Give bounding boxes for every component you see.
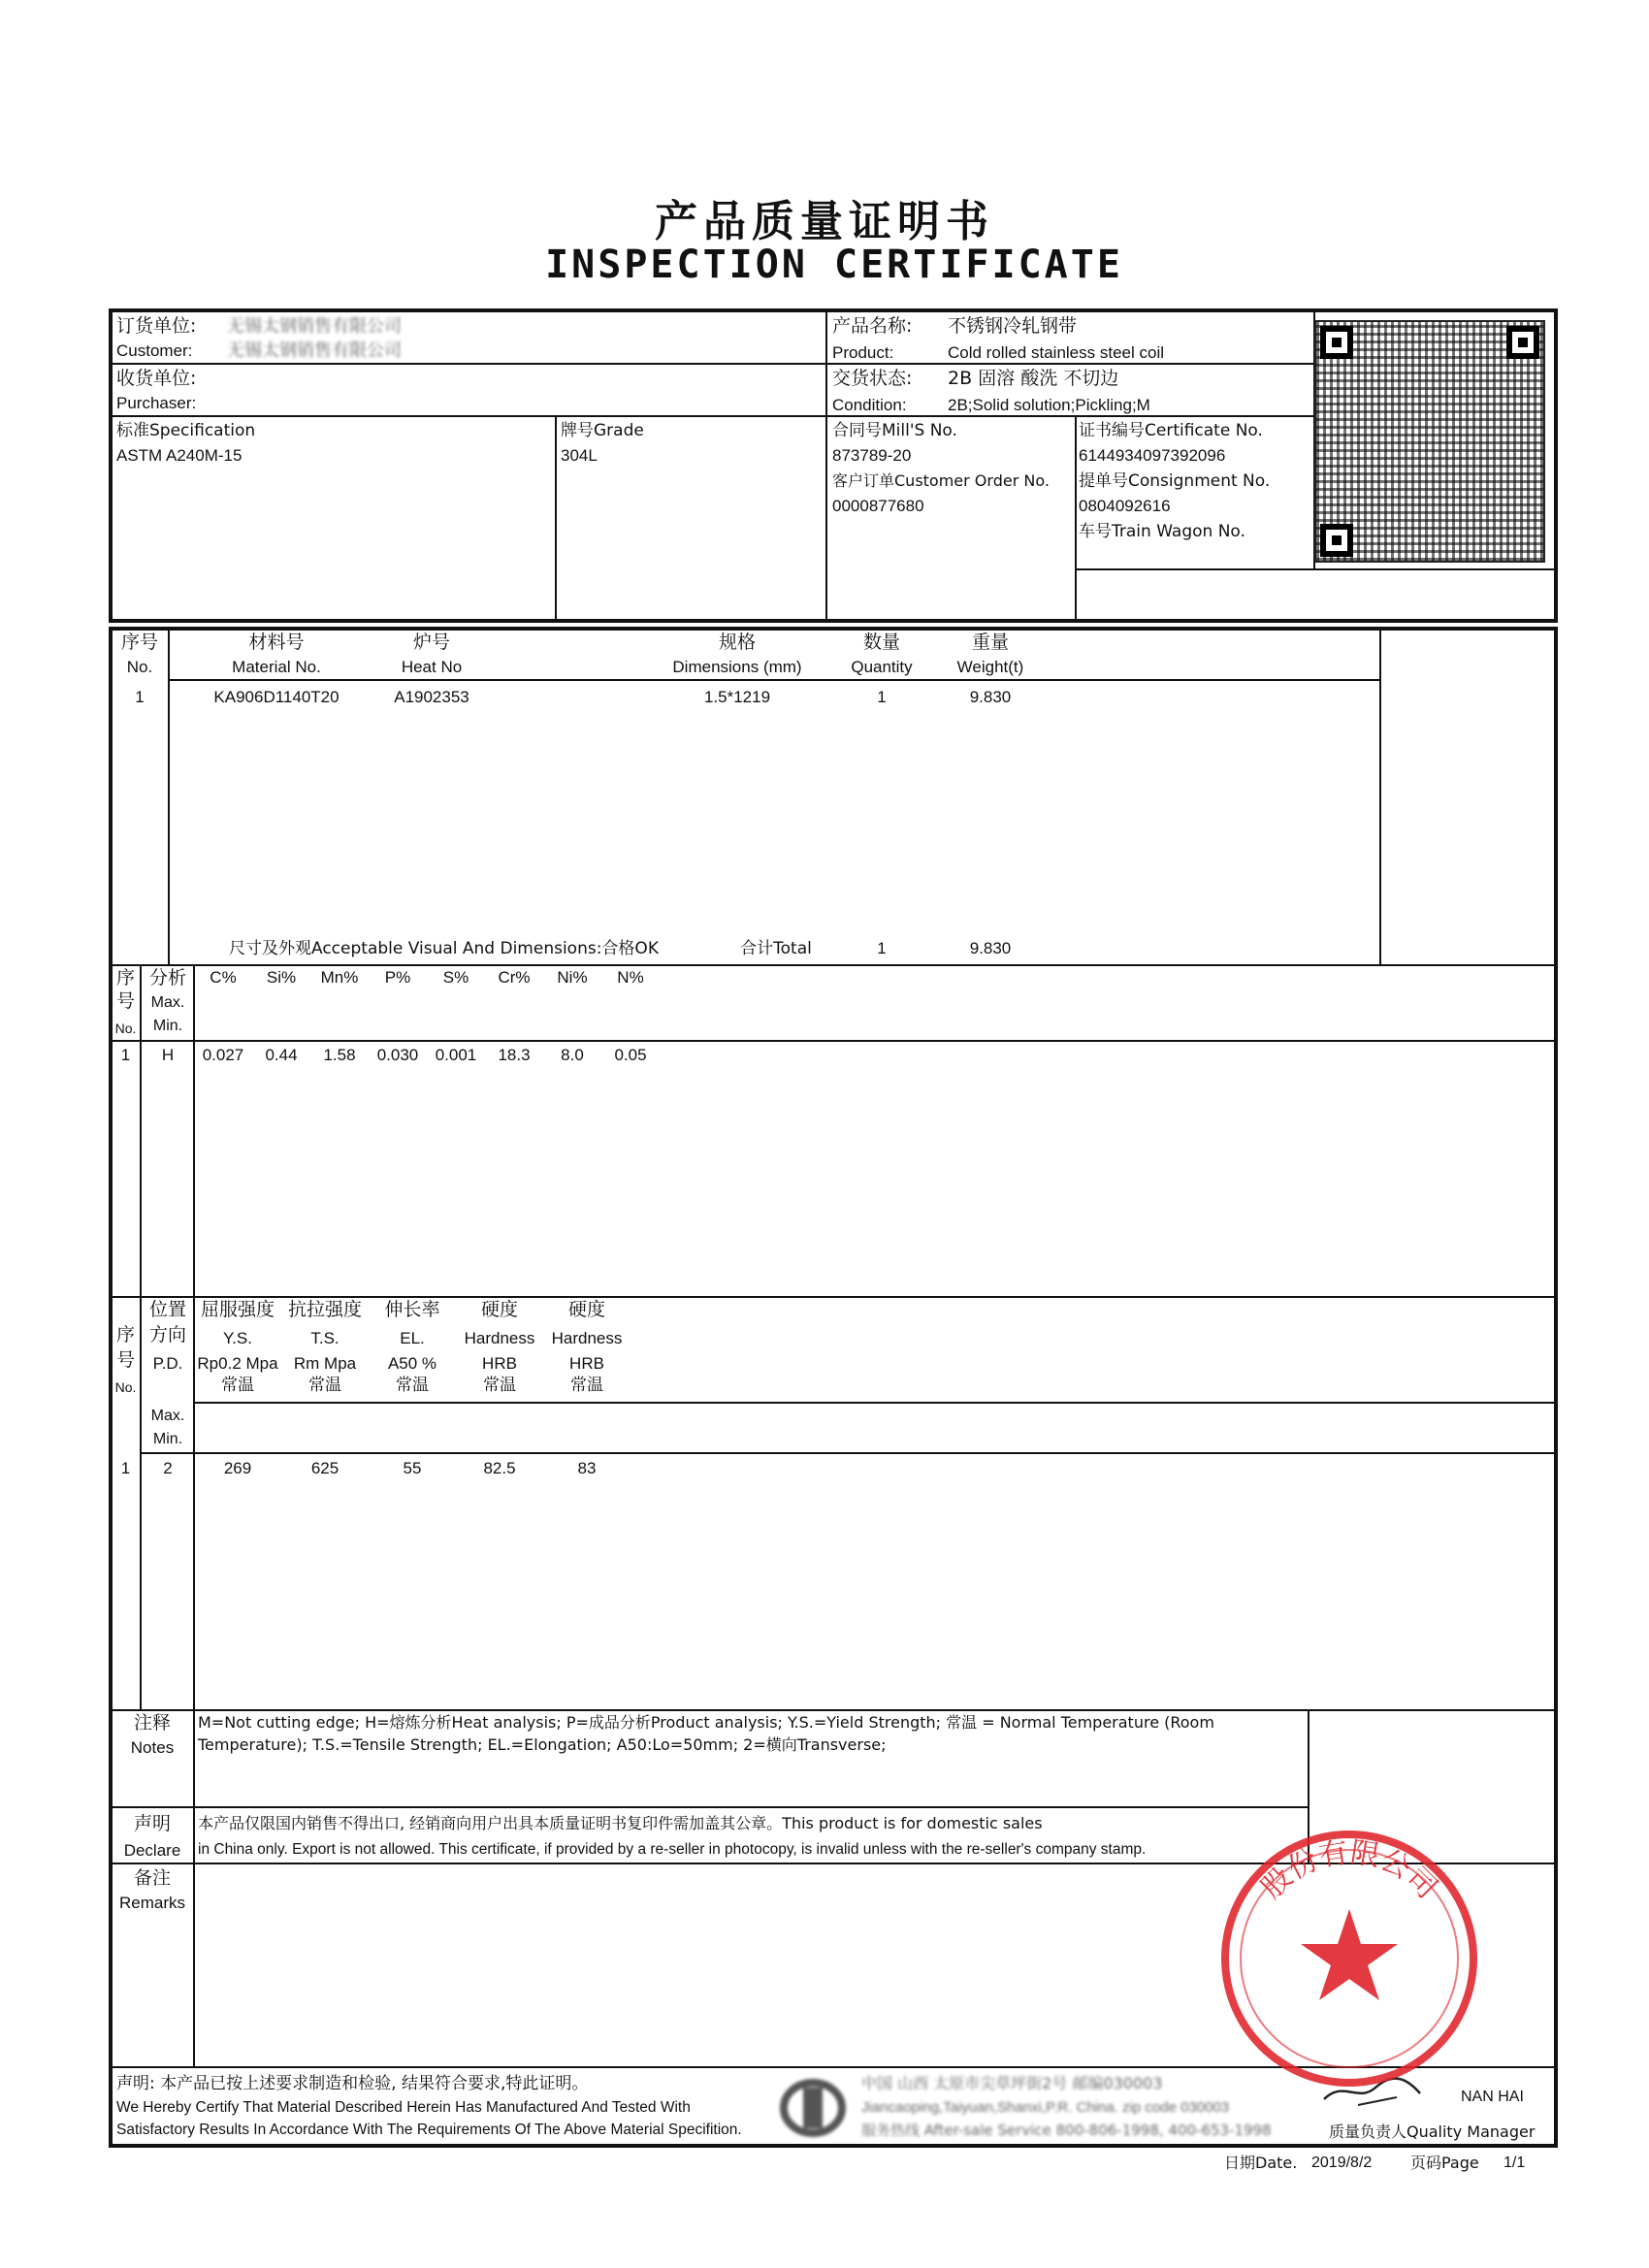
mech-header-ts-unit: Rm Mpa [293,1354,357,1373]
mech-header-ts-cn: 抗拉强度 [287,1299,362,1320]
items-header-heat-en: Heat No [401,658,463,676]
notes-line-1: M=Not cutting edge; H=熔炼分析Heat analysis; P=成品分析Product analysis; Y.S.=Yield Strength; 常温 = Normal Temperature (Room [198,1713,1214,1732]
remarks-label-en: Remarks [118,1894,185,1912]
mech-no-2: 号 [115,1349,135,1371]
page-value: 1/1 [1504,2155,1526,2171]
chem-row-type: H [161,1046,175,1064]
title-en: INSPECTION CERTIFICATE [545,243,1123,287]
consignment-label: 提单号Consignment No. [1079,471,1271,491]
item-heat: A1902353 [394,688,469,706]
mech-header-hardness-1-cn: 硬度 [480,1299,518,1320]
items-header-no-cn: 序号 [120,632,158,653]
chem-analysis-max: Max. [150,994,185,1011]
declare-line-2: in China only. Export is not allowed. This certificate, if provided by a re-seller in photocopy, is invalid unless with the re-seller's company stamp. [198,1841,1147,1858]
items-header-material-en: Material No. [232,658,321,676]
customer-order-label: 客户订单Customer Order No. [832,471,1050,490]
items-header-material-cn: 材料号 [248,632,305,653]
chem-no-1: 序 [115,967,135,988]
footer-address-3: 服务热线 After-sale Service 800-806-1998, 400-653-1998 [861,2122,1272,2139]
chem-header-si: Si% [266,968,297,987]
page-label: 页码Page [1410,2154,1479,2172]
chem-value-si: 0.44 [265,1046,298,1064]
chem-analysis-cn: 分析 [148,967,186,988]
items-header-dimensions-en: Dimensions (mm) [672,658,802,676]
mech-header-hardness-1-unit: HRB [482,1354,517,1373]
mech-header-el-cn: 伸长率 [384,1299,440,1320]
mech-min: Min. [152,1431,183,1447]
footer-address-1: 中国 山西 太原市尖草坪街2号 邮编030003 [861,2074,1163,2092]
items-header-weight-en: Weight(t) [956,658,1024,676]
mech-header-el-unit: A50 % [387,1354,437,1373]
consignment-value: 0804092616 [1079,497,1171,515]
chem-value-c: 0.027 [202,1046,244,1064]
certificate-value: 6144934097392096 [1079,446,1226,465]
notes-line-2: Temperature); T.S.=Tensile Strength; EL.=Elongation; A50:Lo=50mm; 2=横向Transverse; [198,1735,887,1754]
company-stamp-icon [1214,1824,1484,2093]
purchaser-label-en: Purchaser: [116,394,197,412]
footer-cert-cn: 声明: 本产品已按上述要求制造和检验, 结果符合要求,特此证明。 [116,2074,589,2093]
product-value-cn: 不锈钢冷轧钢带 [948,315,1078,337]
total-quantity: 1 [877,939,887,957]
condition-label-cn: 交货状态: [832,368,913,389]
chem-header-ni: Ni% [557,968,588,987]
company-logo-icon [774,2074,852,2142]
product-label-cn: 产品名称: [832,315,913,337]
certificate-label: 证书编号Certificate No. [1079,421,1263,440]
chem-value-p: 0.030 [376,1046,419,1064]
customer-value: 无锡太钢销售有限公司 [227,316,402,337]
items-header-dimensions-cn: 规格 [718,632,756,653]
mech-value-hardness-1: 82.5 [483,1459,516,1477]
mech-pd-1: 位置 [148,1299,186,1320]
chem-header-s: S% [442,968,469,987]
manager-name: NAN HAI [1461,2089,1524,2105]
mech-header-hardness-2-cn: 硬度 [567,1299,605,1320]
customer-value-2: 无锡太钢销售有限公司 [227,340,402,361]
product-label-en: Product: [832,343,894,362]
declare-label-cn: 声明 [133,1813,171,1834]
condition-value-cn: 2B 固溶 酸洗 不切边 [948,368,1119,389]
purchaser-label-cn: 收货单位: [116,368,197,389]
date-value: 2019/8/2 [1311,2155,1373,2171]
mech-pd-2: 方向 [148,1324,186,1345]
wagon-label: 车号Train Wagon No. [1079,522,1245,541]
item-no: 1 [135,688,145,706]
qr-code-icon [1314,320,1545,563]
mech-value-ys: 269 [223,1459,252,1477]
items-header-weight-cn: 重量 [971,632,1009,653]
svg-text:股份有限公司 [1255,1835,1444,1905]
mech-no-1: 序 [115,1324,135,1345]
mech-header-ys-temp: 常温 [221,1376,254,1395]
items-header-quantity-en: Quantity [851,658,913,676]
mech-header-hardness-2-temp: 常温 [570,1376,603,1395]
chem-value-mn: 1.58 [323,1046,356,1064]
notes-label-cn: 注释 [133,1712,171,1733]
stamp-text: 股份有限公司 [1254,1835,1444,1906]
chem-value-ni: 8.0 [561,1046,584,1064]
grade-label: 牌号Grade [561,421,644,440]
mech-header-hardness-2-en: Hardness [551,1329,623,1347]
mech-value-el: 55 [403,1459,422,1477]
mech-header-el-en: EL. [400,1329,425,1347]
item-material: KA906D1140T20 [213,688,340,706]
declare-line-1: 本产品仅限国内销售不得出口, 经销商向用户出具本质量证明书复印件需加盖其公章。This product is for domestic sales [198,1814,1043,1832]
mill-value: 873789-20 [832,446,912,465]
date-label: 日期Date. [1224,2154,1298,2172]
chem-value-s: 0.001 [435,1046,477,1064]
mech-header-hardness-2-unit: HRB [569,1354,604,1373]
mech-no-3: No. [114,1379,137,1395]
mech-header-ys-unit: Rp0.2 Mpa [197,1354,278,1373]
visual-dimensions-note: 尺寸及外观Acceptable Visual And Dimensions:合格OK [229,939,659,958]
chem-header-c: C% [210,968,237,987]
mech-value-ts: 625 [310,1459,340,1477]
item-weight: 9.830 [969,688,1012,706]
mech-max: Max. [150,1408,185,1424]
items-header-no-en: No. [126,658,153,676]
chem-analysis-min: Min. [152,1018,183,1034]
mech-header-el-temp: 常温 [396,1376,429,1395]
mech-row-no: 1 [120,1459,131,1477]
chem-value-cr: 18.3 [498,1046,531,1064]
spec-value: ASTM A240M-15 [116,446,242,465]
item-dimensions: 1.5*1219 [703,688,771,706]
spec-label: 标准Specification [116,421,256,440]
mech-header-hardness-1-temp: 常温 [483,1376,516,1395]
total-weight: 9.830 [969,939,1012,957]
total-label: 合计Total [740,939,812,958]
chem-no-3: No. [114,1021,137,1036]
mech-header-ts-temp: 常温 [308,1376,341,1395]
manager-label: 质量负责人Quality Manager [1329,2122,1536,2141]
item-quantity: 1 [877,688,887,706]
remarks-label-cn: 备注 [133,1867,171,1889]
notes-label-en: Notes [130,1738,175,1757]
product-value-en: Cold rolled stainless steel coil [948,343,1164,362]
chem-header-p: P% [384,968,411,987]
mech-header-ts-en: T.S. [310,1329,340,1347]
declare-label-en: Declare [123,1841,181,1860]
footer-cert-en-1: We Hereby Certify That Material Described Herein Has Manufactured And Tested With [116,2099,691,2116]
mech-value-hardness-2: 83 [577,1459,597,1477]
mech-pd-3: P.D. [152,1354,183,1373]
chem-row-no: 1 [120,1046,131,1064]
items-header-heat-cn: 炉号 [412,632,450,653]
chem-header-cr: Cr% [498,968,531,987]
chem-header-mn: Mn% [320,968,359,987]
items-header-quantity-cn: 数量 [862,632,900,653]
mech-header-hardness-1-en: Hardness [464,1329,535,1347]
customer-label-cn: 订货单位: [116,315,197,337]
grade-value: 304L [561,446,598,465]
title-cn: 产品质量证明书 [655,197,994,246]
footer-cert-en-2: Satisfactory Results In Accordance With The Requirements Of The Above Material Specifition. [116,2122,742,2138]
condition-value-en: 2B;Solid solution;Pickling;M [948,396,1150,414]
chem-no-2: 号 [115,990,135,1012]
mech-header-ys-cn: 屈服强度 [200,1299,275,1320]
footer-address-2: Jiancaoping,Taiyuan,Shanxi,P.R. China. zip code 030003 [861,2099,1230,2116]
chem-header-n: N% [617,968,644,987]
customer-order-value: 0000877680 [832,497,924,515]
mech-header-ys-en: Y.S. [223,1329,252,1347]
customer-label-en: Customer: [116,341,193,360]
mech-row-pd: 2 [163,1459,173,1477]
condition-label-en: Condition: [832,396,907,414]
mill-label: 合同号Mill'S No. [832,421,957,440]
chem-value-n: 0.05 [614,1046,647,1064]
